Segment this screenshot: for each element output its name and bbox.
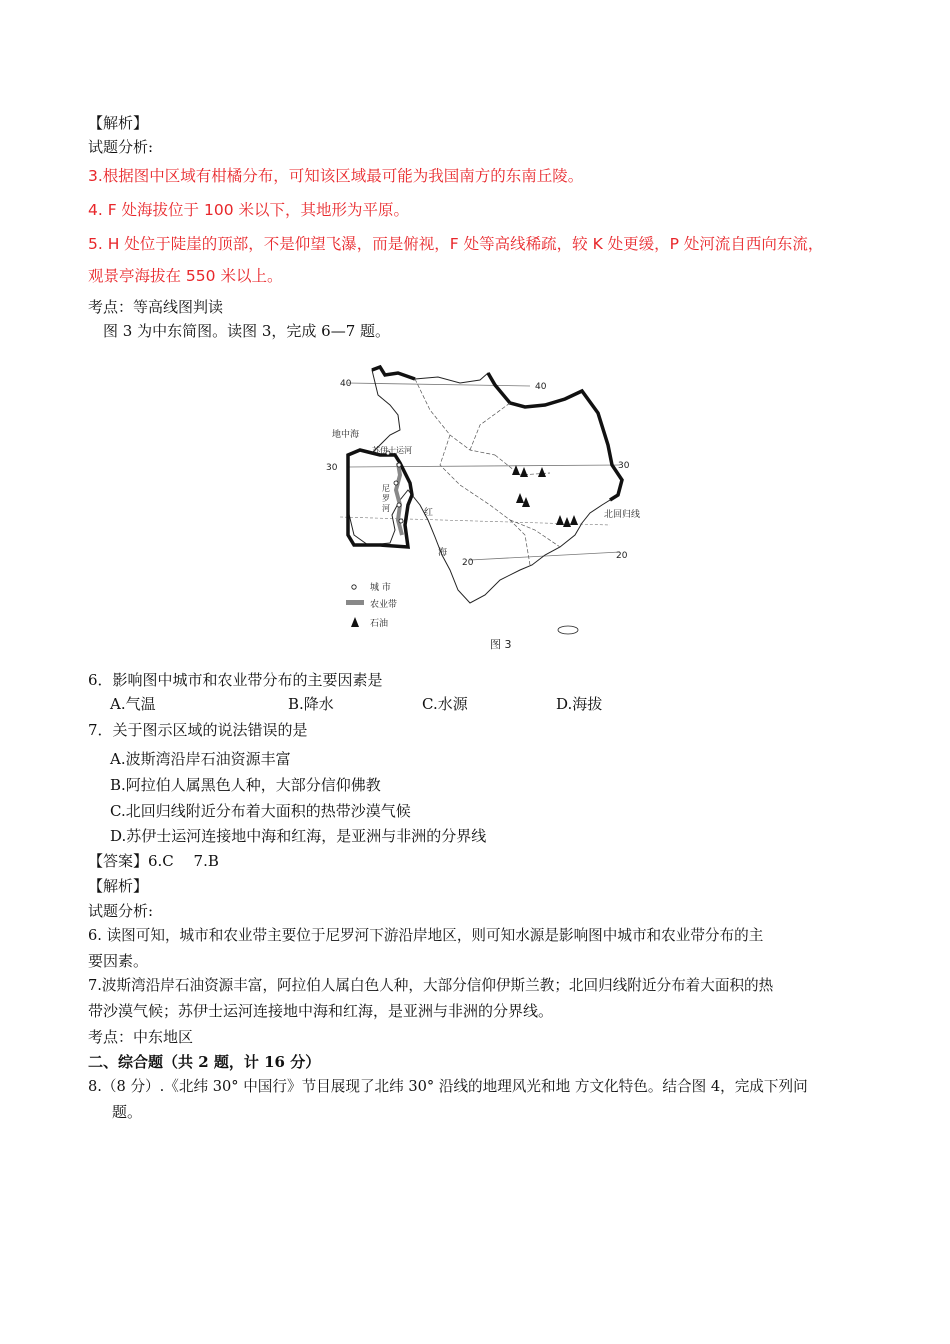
legend-city-icon xyxy=(352,585,356,589)
q7-option-a: A.波斯湾沿岸石油资源丰富 xyxy=(110,750,291,768)
oil-markers xyxy=(512,465,578,527)
suez-label: 苏伊士运河 xyxy=(372,446,412,455)
legend-farm-label: 农业带 xyxy=(370,600,398,610)
nile-label-2: 罗 xyxy=(382,494,390,503)
tropic-label: 北回归线 xyxy=(604,510,640,520)
lat-40-left-label: 40 xyxy=(340,379,352,389)
kaodian-2: 考点：中东地区 xyxy=(88,1028,194,1046)
lat-20-right-label: 20 xyxy=(616,551,628,561)
analysis-line-5: 5. H 处位于陡崖的顶部，不是仰望飞瀑，而是俯视，F 处等高线稀疏，较 K 处更缓，P 处河流自西向东流， xyxy=(88,235,824,253)
part2-heading: 二、综合题（共 2 题，计 16 分） xyxy=(88,1053,321,1071)
answer: 【答案】6.C 7.B xyxy=(88,852,219,870)
legend-oil-label: 石油 xyxy=(370,619,389,629)
mediterranean-label: 地中海 xyxy=(332,430,360,440)
lat-20-line xyxy=(470,552,620,560)
analysis-label: 试题分析: xyxy=(88,138,154,156)
lat-20-left-label: 20 xyxy=(462,558,474,568)
nile-label-3: 河 xyxy=(382,504,390,513)
red-sea-label-1: 红 xyxy=(424,508,434,518)
analysis-line-5-cont: 观景亭海拔在 550 米以上。 xyxy=(88,267,283,285)
q6-stem: 6．影响图中城市和农业带分布的主要因素是 xyxy=(88,671,383,689)
analysis-6-line2: 要因素。 xyxy=(88,952,149,970)
lat-30-left-label: 30 xyxy=(326,463,338,473)
lat-40-right-label: 40 xyxy=(535,382,547,392)
analysis-heading: 【解析】 xyxy=(88,114,149,132)
q6-option-d: D.海拔 xyxy=(556,695,603,713)
analysis-6-line1: 6. 读图可知，城市和农业带主要位于尼罗河下游沿岸地区，则可知水源是影响图中城市和农业带分布的主 xyxy=(88,927,764,944)
city-marker xyxy=(399,519,403,523)
q6-option-c: C.水源 xyxy=(422,695,468,713)
q8-stem-line1: 8.（8 分）.《北纬 30° 中国行》节目展现了北纬 30° 沿线的地理风光和地 方文化特色。结合图 4，完成下列问 xyxy=(88,1078,808,1095)
analysis-7-line1: 7.波斯湾沿岸石油资源丰富，阿拉伯人属白色人种，大部分信仰伊斯兰教；北回归线附近分布着大面积的热 xyxy=(88,977,774,994)
north-border xyxy=(372,367,415,379)
city-marker xyxy=(394,481,398,485)
east-border xyxy=(488,373,622,500)
lat-30-right-label: 30 xyxy=(618,461,630,471)
analysis-heading-2: 【解析】 xyxy=(88,877,149,895)
island xyxy=(558,626,578,634)
figure-caption: 图 3 xyxy=(490,638,512,651)
kaodian-1: 考点：等高线图判读 xyxy=(88,298,224,316)
city-marker xyxy=(397,463,401,467)
lat-30-line xyxy=(348,465,620,467)
red-sea-label-2: 海 xyxy=(438,548,448,558)
analysis-7-line2: 带沙漠气候；苏伊士运河连接地中海和红海，是亚洲与非洲的分界线。 xyxy=(88,1002,554,1020)
q7-option-d: D.苏伊士运河连接地中海和红海，是亚洲与非洲的分界线 xyxy=(110,827,487,845)
q8-stem-line2: 题。 xyxy=(112,1103,143,1121)
q7-option-b: B.阿拉伯人属黑色人种，大部分信仰佛教 xyxy=(110,776,381,794)
nile-label-1: 尼 xyxy=(382,484,390,493)
city-marker xyxy=(397,503,401,507)
q7-stem: 7．关于图示区域的说法错误的是 xyxy=(88,721,308,739)
q6-option-b: B.降水 xyxy=(288,695,334,713)
legend-farm-icon xyxy=(346,600,364,605)
q7-option-c: C.北回归线附近分布着大面积的热带沙漠气候 xyxy=(110,802,411,820)
legend-oil-icon xyxy=(351,617,359,627)
q6-option-a: A.气温 xyxy=(110,695,156,713)
analysis-line-4: 4. F 处海拔位于 100 米以下，其地形为平原。 xyxy=(88,201,409,219)
analysis-label-2: 试题分析: xyxy=(88,902,154,920)
analysis-line-3: 3.根据图中区域有柑橘分布，可知该区域最可能为我国南方的东南丘陵。 xyxy=(88,167,584,185)
legend-city-label: 城 市 xyxy=(370,583,391,593)
middle-east-map xyxy=(320,355,640,655)
map-intro: 图 3 为中东简图。读图 3，完成 6—7 题。 xyxy=(103,322,391,340)
